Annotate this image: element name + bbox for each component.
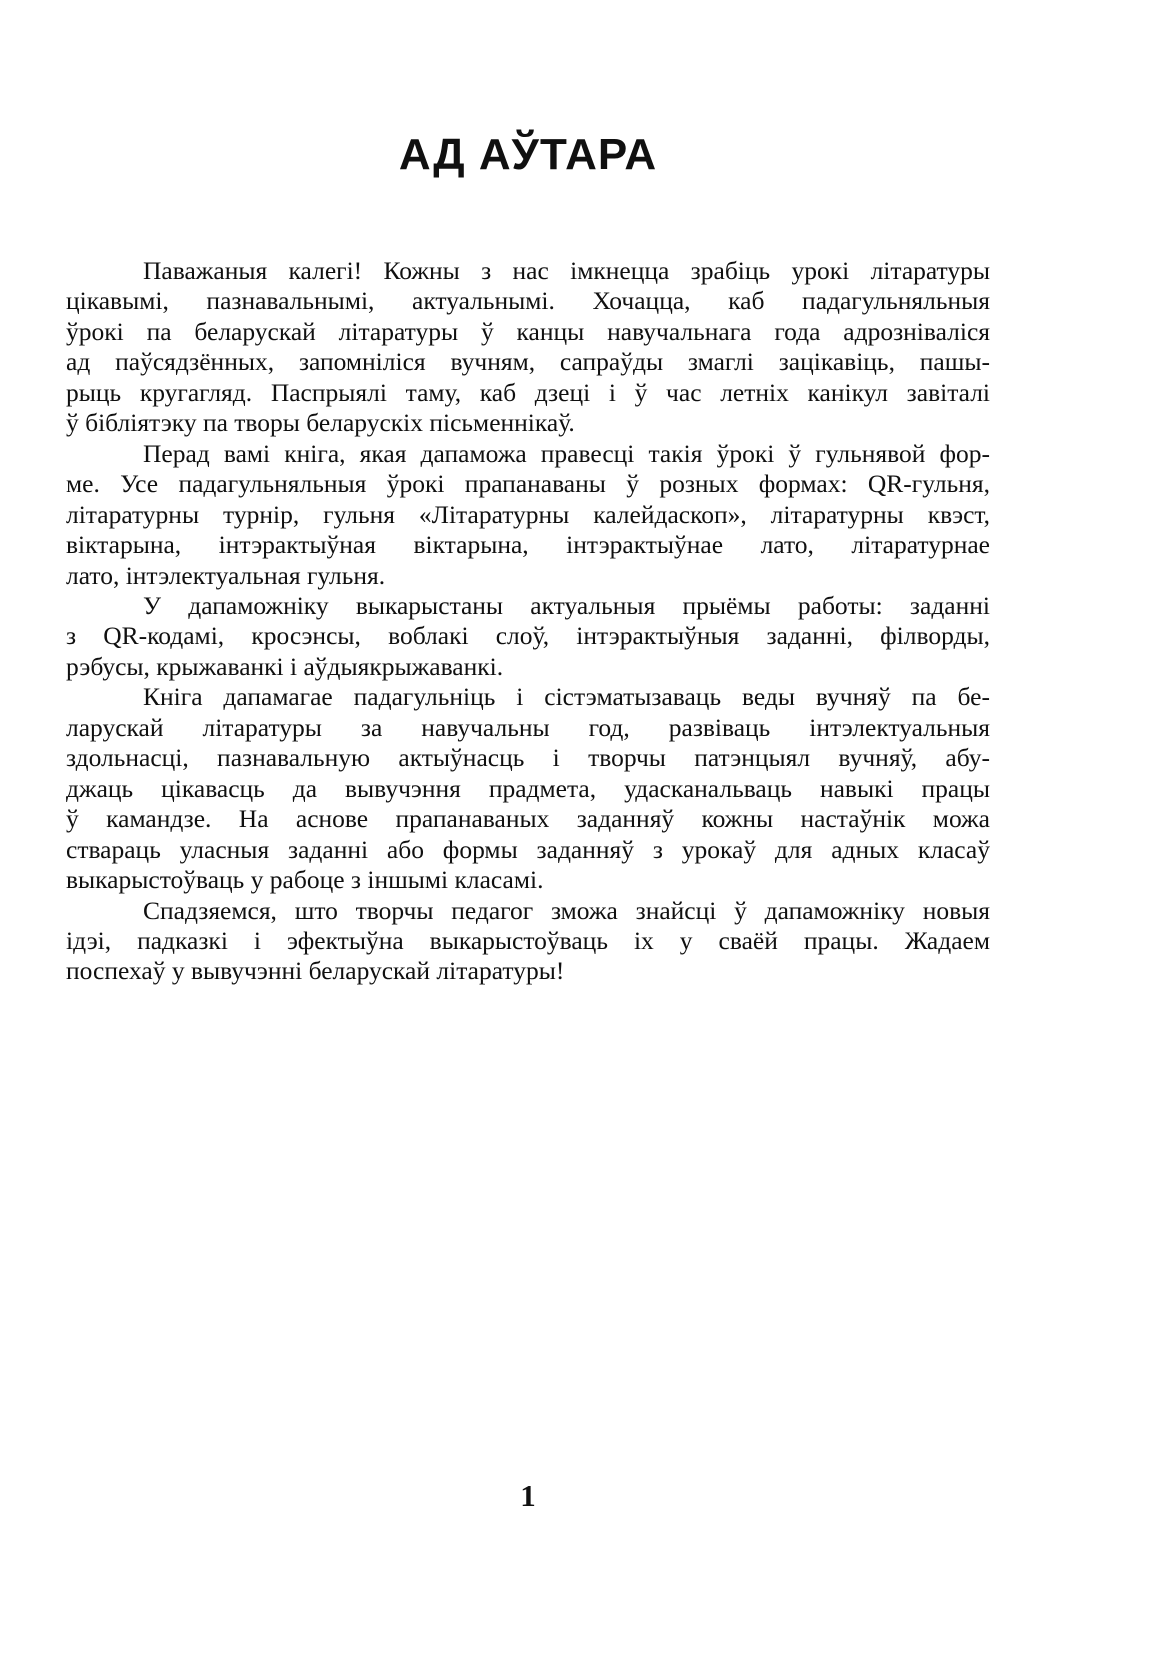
text-line: ў бібліятэку па творы беларускіх пісьменнікаў. bbox=[66, 408, 575, 438]
paragraph bbox=[66, 682, 990, 895]
paragraph bbox=[66, 591, 990, 682]
text-line: Кніга дапамагае падагульніць і сістэматызаваць веды вучняў па бе- bbox=[143, 682, 990, 712]
text-line: У дапаможніку выкарыстаны актуальныя прыёмы работы: заданні bbox=[143, 590, 990, 620]
text-line: ўрокі па беларускай літаратуры ў канцы навучальнага года адрозніваліся bbox=[66, 316, 990, 346]
page-title: АД АЎТАРА bbox=[398, 130, 658, 179]
text-line: лато, інтэлектуальная гульня. bbox=[66, 560, 386, 590]
text-line: з QR-кодамі, кросэнсы, воблакі слоў, інтэрактыўныя заданні, філворды, bbox=[66, 621, 990, 651]
text-line: джаць цікавасць да вывучэння прадмета, удасканальваць навыкі працы bbox=[66, 773, 990, 803]
text-line: ад паўсядзённых, запомніліся вучням, сапраўды змаглі зацікавіць, пашы- bbox=[66, 347, 990, 377]
text-line: ларускай літаратуры за навучальны год, развіваць інтэлектуальныя bbox=[66, 712, 990, 742]
paragraph bbox=[66, 896, 990, 987]
text-line: здольнасці, пазнавальную актыўнасць і творчы патэнцыял вучняў, абу- bbox=[66, 743, 990, 773]
text-line: рэбусы, крыжаванкі і аўдыякрыжаванкі. bbox=[66, 651, 504, 681]
text-line: віктарына, інтэрактыўная віктарына, інтэрактыўнае лато, літаратурнае bbox=[66, 530, 990, 560]
text-line: поспехаў у вывучэнні беларускай літаратуры! bbox=[66, 956, 565, 986]
text-line: цікавымі, пазнавальнымі, актуальнымі. Хочацца, каб падагульняльныя bbox=[66, 286, 990, 316]
text-line: ідэі, падказкі і эфектыўна выкарыстоўваць іх у сваёй працы. Жадаем bbox=[66, 925, 990, 955]
text-line: рыць кругагляд. Паспрыялі таму, каб дзеці і ў час летніх канікул завіталі bbox=[66, 377, 990, 407]
text-line: ме. Усе падагульняльныя ўрокі прапанаваны ў розных формах: QR-гульня, bbox=[66, 469, 990, 499]
text-line: ў камандзе. На аснове прапанаваных заданняў кожны настаўнік можа bbox=[66, 804, 990, 834]
body-text bbox=[66, 256, 990, 987]
text-line: Паважаныя калегі! Кожны з нас імкнецца зрабіць урокі літаратуры bbox=[143, 256, 990, 285]
text-line: Перад вамі кніга, якая дапаможа правесці такія ўрокі ў гульнявой фор- bbox=[143, 438, 990, 468]
text-line: Спадзяемся, што творчы педагог зможа знайсці ў дапаможніку новыя bbox=[143, 895, 990, 925]
paragraph bbox=[66, 256, 990, 439]
paragraph bbox=[66, 439, 990, 591]
text-line: ствараць уласныя заданні або формы заданняў з урокаў для адных класаў bbox=[66, 834, 990, 864]
text-line: літаратурны турнір, гульня «Літаратурны калейдаскоп», літаратурны квэст, bbox=[66, 499, 990, 529]
text-line: выкарыстоўваць у рабоце з іншымі класамі. bbox=[66, 865, 544, 895]
page-number: 1 bbox=[520, 1478, 536, 1513]
